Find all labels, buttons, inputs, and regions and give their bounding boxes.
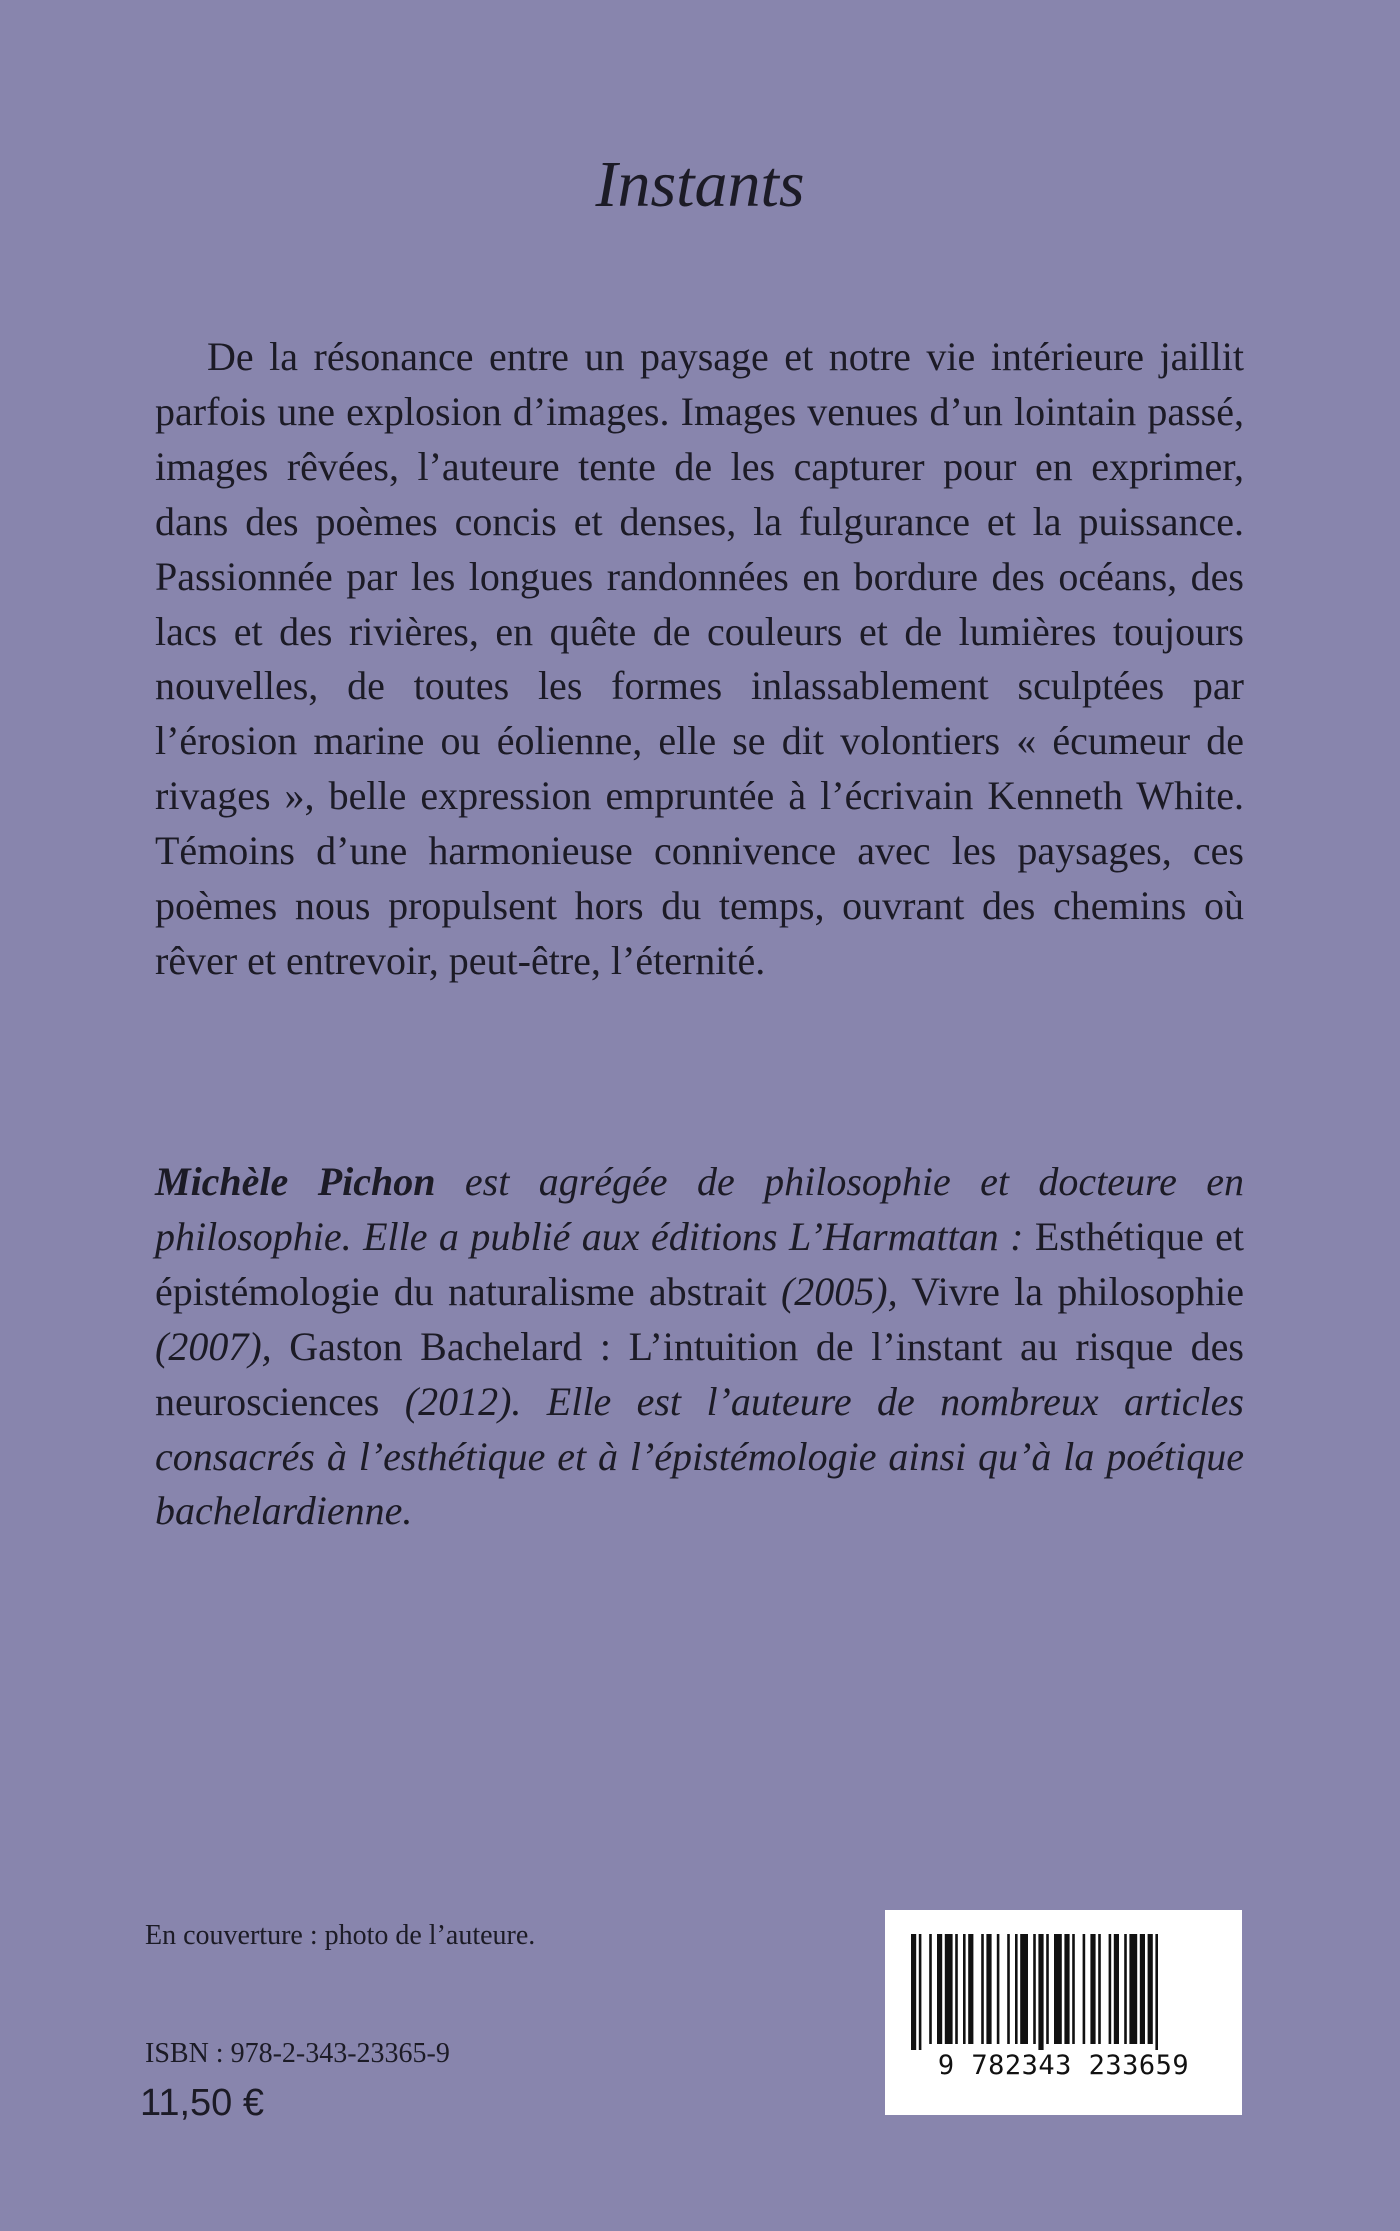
barcode-bar: [1064, 1934, 1069, 2044]
barcode-bar: [937, 1934, 942, 2044]
barcode-icon: [909, 1934, 1218, 2050]
barcode-bar: [1148, 1934, 1153, 2044]
barcode-bar: [1046, 1934, 1049, 2044]
barcode-bar: [1114, 1934, 1119, 2044]
barcode-bar: [945, 1934, 953, 2044]
bio-book-3: Gaston Bachelard : L’intuition de l’instant au risque des neurosciences: [155, 1323, 1244, 1424]
barcode-bar: [986, 1934, 991, 2044]
barcode-bar: [1155, 1934, 1158, 2050]
bio-intro: est agrégée de philosophie et docteure en philosophie. Elle a publié aux éditions L’Harmattan :: [155, 1159, 1245, 1259]
barcode-bar: [1007, 1934, 1010, 2044]
barcode-digits: 9 782343 233659: [937, 2050, 1190, 2081]
barcode-bar: [1015, 1934, 1018, 2044]
bio-year-1: (2005),: [766, 1268, 898, 1314]
bio-year-2: (2007),: [155, 1323, 272, 1369]
barcode-bar: [1054, 1934, 1062, 2044]
barcode-bar: [1124, 1934, 1127, 2044]
back-cover-blurb: De la résonance entre un paysage et notre vie intérieure jaillit parfois une explosion d’images. Images venues d’un lointain passé, images rêvées, l’auteure tente de les capturer pour en exprimer, dans des poèmes concis et denses, la fulgurance et la puissance. Passionnée par les longues randonnées en bordure des océans, des lacs et des rivières, en quête de couleurs et de lumières toujours nouvelles, de toutes les formes inlassablement sculptées par l’érosion marine ou éolienne, elle se dit volontiers « écumeur de rivages », belle expression empruntée à l’écrivain Kenneth White. Témoins d’une harmonieuse connivence avec les paysages, ces poèmes nous propulsent hors du temps, ouvrant des chemins où rêver et entrevoir, peut-être, l’éternité.: [155, 334, 1244, 983]
barcode-bar: [1129, 1934, 1137, 2044]
barcode-bar: [1083, 1934, 1086, 2044]
barcode-bar: [929, 1934, 932, 2044]
barcode-bar: [919, 1934, 922, 2050]
isbn-number: ISBN : 978-2-343-23365-9: [145, 2038, 450, 2069]
barcode-bar: [1072, 1934, 1075, 2044]
bio-year-3: (2012). Elle est l’auteure de nombreux articles consacrés à l’esthétique et à l’épistémologie ainsi qu’à la poétique bachelardienne.: [155, 1378, 1244, 1534]
barcode-bar: [1109, 1934, 1112, 2044]
barcode-bar: [1098, 1934, 1101, 2044]
barcode-bar: [1090, 1934, 1095, 2044]
barcode-bar: [955, 1934, 958, 2044]
barcode-bar: [1038, 1934, 1043, 2050]
author-bio: [155, 1155, 1244, 1539]
barcode-panel: [885, 1910, 1242, 2115]
barcode-bar: [963, 1934, 966, 2044]
author-name: Michèle Pichon: [155, 1159, 436, 1204]
barcode-bar: [1033, 1934, 1036, 2044]
bio-book-1: Esthétique et épistémologie du naturalisme abstrait: [155, 1213, 1245, 1314]
barcode-bar: [1020, 1934, 1028, 2044]
bio-book-2: Vivre la philosophie: [897, 1268, 1245, 1314]
barcode-bar: [997, 1934, 1000, 2044]
book-title: Instants: [595, 148, 805, 221]
price: 11,50 €: [140, 2082, 264, 2124]
barcode-bar: [981, 1934, 984, 2044]
barcode-bar: [911, 1934, 916, 2050]
barcode-bar: [1140, 1934, 1145, 2044]
barcode-bar: [968, 1934, 973, 2044]
cover-photo-credit: En couverture : photo de l’auteure.: [145, 1920, 536, 1951]
